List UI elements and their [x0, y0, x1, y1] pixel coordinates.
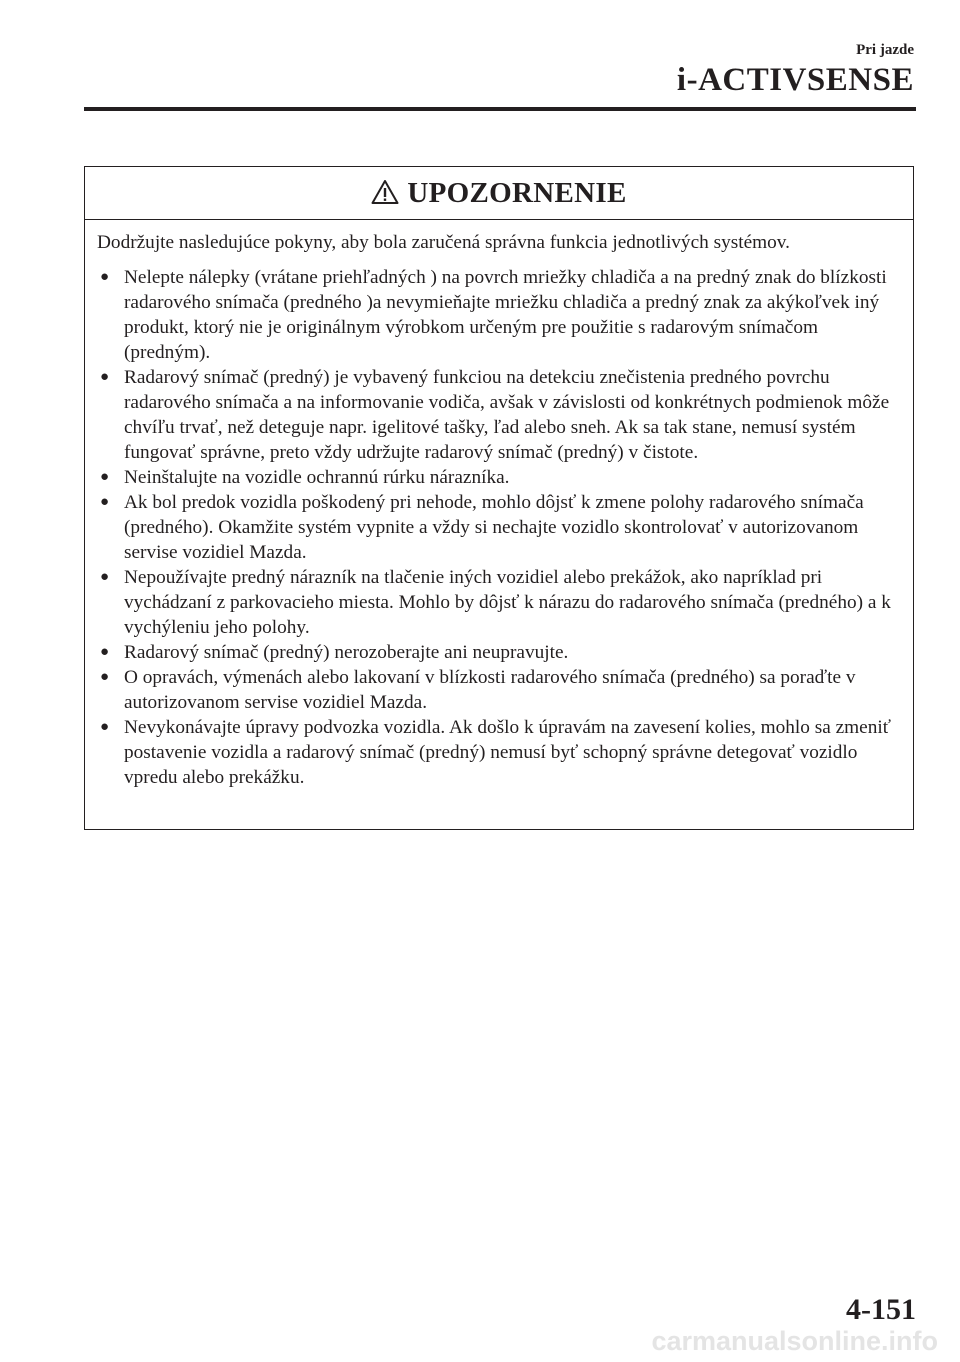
bullet-icon: ●	[100, 669, 110, 685]
list-item-text: Nelepte nálepky (vrátane priehľadných ) na povrch mriežky chladiča a na predný znak do blízkosti radarového snímača (predného )a nevymieňajte mriežku chladiča a predný znak za akýkoľvek iný produkt, ktorý nie je originálnym výrobkom určeným pre použitie s radarovým snímačom (predným).	[124, 267, 887, 363]
list-item-text: Radarový snímač (predný) je vybavený funkciou na detekciu znečistenia predného povrchu radarového snímača a na informovanie vodiča, avšak v závislosti od konkrétnych podmienok môže chvíľu trvať, než deteguje napr. igelitové tašky, ľad alebo sneh. Ak sa tak stane, nemusí systém fungovať správne, preto vždy udržujte radarový snímač (predný) v čistote.	[124, 367, 890, 463]
bullet-icon: ●	[100, 719, 110, 735]
warning-intro: Dodržujte nasledujúce pokyny, aby bola zaručená správna funkcia jednotlivých systémov.	[97, 232, 791, 253]
list-item-text: Ak bol predok vozidla poškodený pri nehode, mohlo dôjsť k zmene polohy radarového snímača (predného). Okamžite systém vypnite a vždy si nechajte vozidlo skontrolovať v autorizovanom servise vozidiel Mazda.	[124, 492, 864, 563]
list-item	[97, 665, 903, 715]
list-item	[97, 715, 903, 790]
watermark: carmanualsonline.info	[651, 1326, 938, 1356]
list-item	[97, 465, 903, 490]
bullet-icon: ●	[100, 644, 110, 660]
list-item-text: Neinštalujte na vozidle ochrannú rúrku nárazníka.	[124, 467, 510, 488]
page-number: 4-151	[846, 1293, 916, 1326]
list-item-text: Radarový snímač (predný) nerozoberajte ani neupravujte.	[124, 642, 569, 663]
page-title: i-ACTIVSENSE	[676, 62, 914, 98]
bullet-icon: ●	[100, 469, 110, 485]
list-item	[97, 490, 903, 565]
warning-body	[85, 220, 913, 790]
bullet-icon: ●	[100, 269, 110, 285]
warning-triangle-icon	[371, 179, 399, 205]
bullet-icon: ●	[100, 569, 110, 585]
list-item-text: Nevykonávajte úpravy podvozka vozidla. Ak došlo k úpravám na zavesení kolies, mohlo sa zmeniť postavenie vozidla a radarový snímač (predný) nemusí byť schopný správne detegovať vozidlo vpredu alebo prekážku.	[124, 717, 891, 788]
list-item	[97, 365, 903, 465]
list-item	[97, 640, 903, 665]
list-item	[97, 565, 903, 640]
warning-list	[97, 265, 903, 790]
warning-title: UPOZORNENIE	[407, 176, 627, 209]
header-divider	[84, 107, 916, 111]
list-item	[97, 265, 903, 365]
warning-header	[85, 167, 913, 220]
warning-box	[84, 166, 914, 830]
list-item-text: Nepoužívajte predný nárazník na tlačenie iných vozidiel alebo prekážok, ako napríklad pri vychádzaní z parkovacieho miesta. Mohlo by dôjsť k nárazu do radarového snímača (predného) a k vychýleniu jeho polohy.	[124, 567, 891, 638]
bullet-icon: ●	[100, 369, 110, 385]
section-heading: Pri jazde	[856, 42, 914, 58]
bullet-icon: ●	[100, 494, 110, 510]
list-item-text: O opravách, výmenách alebo lakovaní v blízkosti radarového snímača (predného) sa poraďte v autorizovanom servise vozidiel Mazda.	[124, 667, 856, 713]
